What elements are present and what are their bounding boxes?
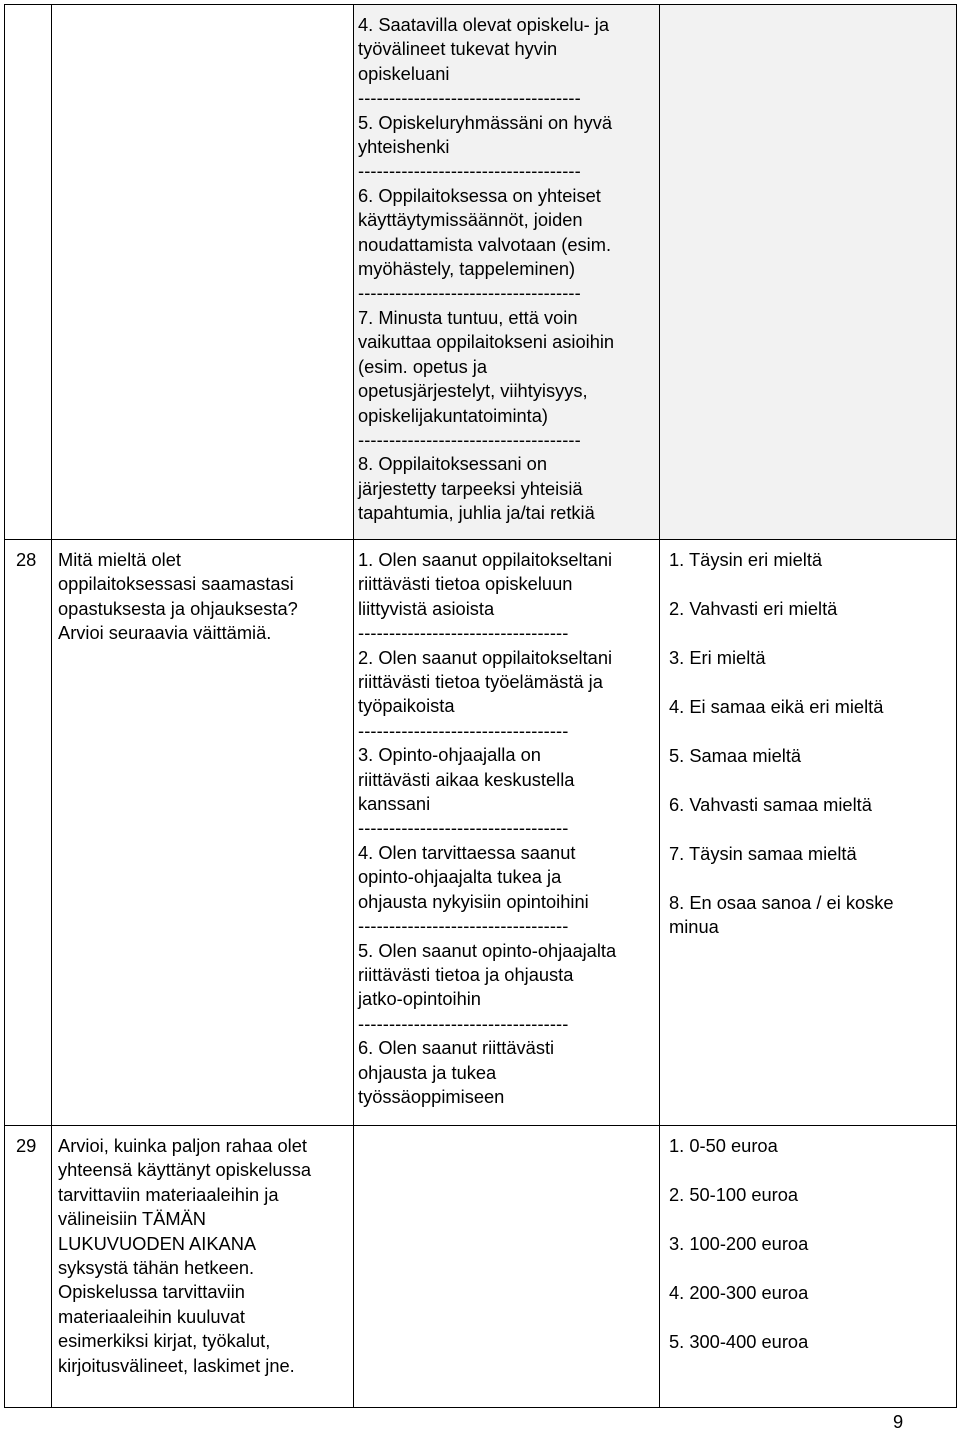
statement-line: 3. Opinto-ohjaajalla on <box>358 744 541 766</box>
question-number: 28 <box>5 540 52 1126</box>
statement-line: (esim. opetus ja <box>358 355 488 377</box>
statement-line: riittävästi tietoa työelämästä ja <box>358 671 603 693</box>
statement-line: ohjausta ja tukea <box>358 1061 497 1083</box>
statement-line: noudattamista valvotaan (esim. <box>358 233 612 255</box>
statement-separator: ---------------------------------- <box>358 1012 569 1034</box>
statement-separator: ------------------------------------ <box>358 428 581 450</box>
statement-line: 2. Olen saanut oppilaitokseltani <box>358 646 613 668</box>
statement-separator: ---------------------------------- <box>358 915 569 937</box>
question-line: oppilaitoksessasi saamastasi <box>58 573 294 595</box>
question-text <box>52 540 354 1126</box>
question-line: kirjoitusvälineet, laskimet jne. <box>58 1354 295 1376</box>
question-line: syksystä tähän hetkeen. <box>58 1257 255 1279</box>
question-row <box>5 5 957 540</box>
answer-option: 6. Vahvasti samaa mieltä <box>669 794 872 815</box>
answer-options-cell <box>660 540 957 1126</box>
statement-line: riittävästi aikaa keskustella <box>358 768 575 790</box>
statement-line: 4. Saatavilla olevat opiskelu- ja <box>358 14 610 35</box>
statement-line: tapahtumia, juhlia ja/tai retkiä <box>358 502 595 524</box>
answer-options-cell <box>660 5 957 540</box>
answer-options-cell <box>660 1126 957 1408</box>
answer-option: 4. 200-300 euroa <box>669 1282 809 1303</box>
statement-line: opiskelijakuntatoiminta) <box>358 404 549 426</box>
statement-line: 7. Minusta tuntuu, että voin <box>358 306 578 328</box>
statement-line: 6. Olen saanut riittävästi <box>358 1037 555 1059</box>
statement-separator: ------------------------------------ <box>358 282 581 304</box>
question-number: 29 <box>5 1126 52 1408</box>
statement-line: vaikuttaa oppilaitokseni asioihin <box>358 331 615 353</box>
question-line: Opiskelussa tarvittaviin <box>58 1281 245 1303</box>
statement-line: opinto-ohjaajalta tukea ja <box>358 866 562 888</box>
statement-line: kanssani <box>358 793 431 815</box>
question-text <box>52 5 354 540</box>
question-line: LUKUVUODEN AIKANA <box>58 1232 257 1254</box>
statements-cell <box>354 5 660 540</box>
statement-separator: ------------------------------------ <box>358 87 581 109</box>
statement-line: myöhästely, tappeleminen) <box>358 258 576 280</box>
statements-cell <box>354 1126 660 1408</box>
statement-separator: ---------------------------------- <box>358 719 569 741</box>
statement-line: riittävästi tietoa opiskeluun <box>358 573 573 595</box>
question-line: Arvioi seuraavia väittämiä. <box>58 622 272 644</box>
statement-line: käyttäytymissäännöt, joiden <box>358 209 583 231</box>
question-line: opastuksesta ja ohjauksesta? <box>58 597 298 619</box>
answer-option: 1. 0-50 euroa <box>669 1135 778 1156</box>
statement-line: riittävästi tietoa ja ohjausta <box>358 963 574 985</box>
page-number: 9 <box>893 1411 904 1432</box>
answer-option: 5. 300-400 euroa <box>669 1331 809 1352</box>
statement-line: ohjausta nykyisiin opintoihini <box>358 890 589 912</box>
answer-option: 2. 50-100 euroa <box>669 1184 799 1205</box>
statement-line: 8. Oppilaitoksessani on <box>358 453 548 475</box>
question-line: esimerkiksi kirjat, työkalut, <box>58 1330 271 1352</box>
statements-cell <box>354 540 660 1126</box>
answer-option: 4. Ei samaa eikä eri mieltä <box>669 696 884 717</box>
survey-table <box>4 4 957 1408</box>
question-number <box>5 5 52 540</box>
question-line: tarvittaviin materiaaleihin ja <box>58 1183 279 1205</box>
statement-line: 6. Oppilaitoksessa on yhteiset <box>358 184 601 206</box>
statement-line: 5. Olen saanut opinto-ohjaajalta <box>358 939 617 961</box>
statement-line: 5. Opiskeluryhmässäni on hyvä <box>358 111 613 133</box>
statement-line: jatko-opintoihin <box>358 988 481 1010</box>
question-line: välineisiin TÄMÄN <box>58 1208 206 1230</box>
statement-line: järjestetty tarpeeksi yhteisiä <box>358 477 583 499</box>
question-row <box>5 1126 957 1408</box>
answer-option: 2. Vahvasti eri mieltä <box>669 598 838 619</box>
statement-line: opetusjärjestelyt, viihtyisyys, <box>358 380 588 402</box>
statement-line: työvälineet tukevat hyvin <box>358 38 558 60</box>
statement-line: työssäoppimiseen <box>358 1085 505 1107</box>
statement-line: yhteishenki <box>358 136 450 158</box>
statement-line: 1. Olen saanut oppilaitokseltani <box>358 549 613 570</box>
question-line: Mitä mieltä olet <box>58 549 181 570</box>
statement-line: opiskeluani <box>358 62 450 84</box>
answer-option: 8. En osaa sanoa / ei koske minua <box>669 892 894 938</box>
statement-line: työpaikoista <box>358 695 455 717</box>
statement-separator: ---------------------------------- <box>358 622 569 644</box>
question-row <box>5 540 957 1126</box>
question-line: yhteensä käyttänyt opiskelussa <box>58 1159 312 1181</box>
question-line: materiaaleihin kuuluvat <box>58 1305 245 1327</box>
question-line: Arvioi, kuinka paljon rahaa olet <box>58 1135 307 1156</box>
statement-separator: ------------------------------------ <box>358 160 581 182</box>
statement-line: liittyvistä asioista <box>358 597 495 619</box>
answer-option: 5. Samaa mieltä <box>669 745 802 766</box>
question-text <box>52 1126 354 1408</box>
answer-option: 3. Eri mieltä <box>669 647 766 668</box>
statement-line: 4. Olen tarvittaessa saanut <box>358 841 576 863</box>
answer-option: 7. Täysin samaa mieltä <box>669 843 857 864</box>
answer-option: 1. Täysin eri mieltä <box>669 549 823 570</box>
answer-option: 3. 100-200 euroa <box>669 1233 809 1254</box>
statement-separator: ---------------------------------- <box>358 817 569 839</box>
